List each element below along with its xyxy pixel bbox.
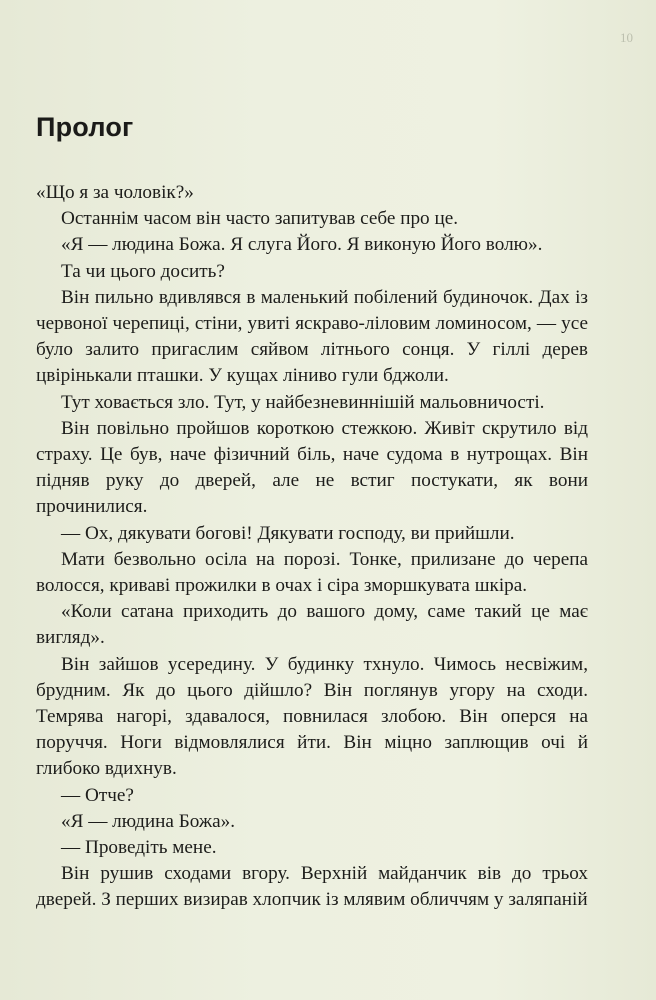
paragraph: Тут ховається зло. Тут, у найбезневиннішій мальовничості. xyxy=(61,391,545,413)
paragraph: Він повільно пройшов короткою стежкою. Живіт скрутило від страху. Це був, наче фізичний біль, наче судома в нутрощах. Він підняв руку до дверей, але не встиг постукати, як вони прочинилися. xyxy=(36,417,588,518)
paragraph: «Я — людина Божа. Я слуга Його. Я виконую Його волю». xyxy=(61,234,543,256)
bleed-through-page-number: 10 xyxy=(620,30,633,45)
paragraph: Він зайшов усередину. У будинку тхнуло. Чимось несвіжим, брудним. Як до цього дійшло? Він поглянув угору на сходи. Темрява нагорі, здавалося, повнилася злобою. Він оперся на поруччя. Ноги відмовлялися йти. Він міцно заплющив очі й глибоко вдихнув. xyxy=(36,653,588,780)
paragraph: — Отче? xyxy=(61,784,134,806)
paragraph: — Проведіть мене. xyxy=(61,837,217,859)
paragraph: «Я — людина Божа». xyxy=(61,810,236,832)
paragraph: Мати безвольно осіла на порозі. Тонке, прилизане до черепа волосся, криваві прожилки в очах і сіра зморшкувата шкіра. xyxy=(36,548,588,597)
paragraph: «Коли сатана приходить до вашого дому, саме такий це має вигляд». xyxy=(36,601,588,649)
paragraph: Та чи цього досить? xyxy=(61,260,225,282)
paragraph: «Що я за чоловік?» xyxy=(36,182,194,203)
paragraph: — Ох, дякувати богові! Дякувати господу, ви прийшли. xyxy=(61,522,515,544)
paragraph: Останнім часом він часто запитував себе про це. xyxy=(61,208,459,230)
paragraph: Він пильно вдивлявся в маленький побілений будиночок. Дах із червоної черепиці, стіни, увиті яскраво-ліловим ломиносом, — усе було залито пригаслим сяйвом літнього сонця. У гіллі дерев цвірінькали пташки. У кущах ліниво гули бджоли. xyxy=(36,286,588,387)
paragraph: Він рушив сходами вгору. Верхній майданчик вів до трьох дверей. З перших визирав хлопчик із млявим обличчям у заляпаній xyxy=(36,863,588,911)
body-text xyxy=(36,180,588,914)
chapter-title: Пролог xyxy=(36,112,134,142)
